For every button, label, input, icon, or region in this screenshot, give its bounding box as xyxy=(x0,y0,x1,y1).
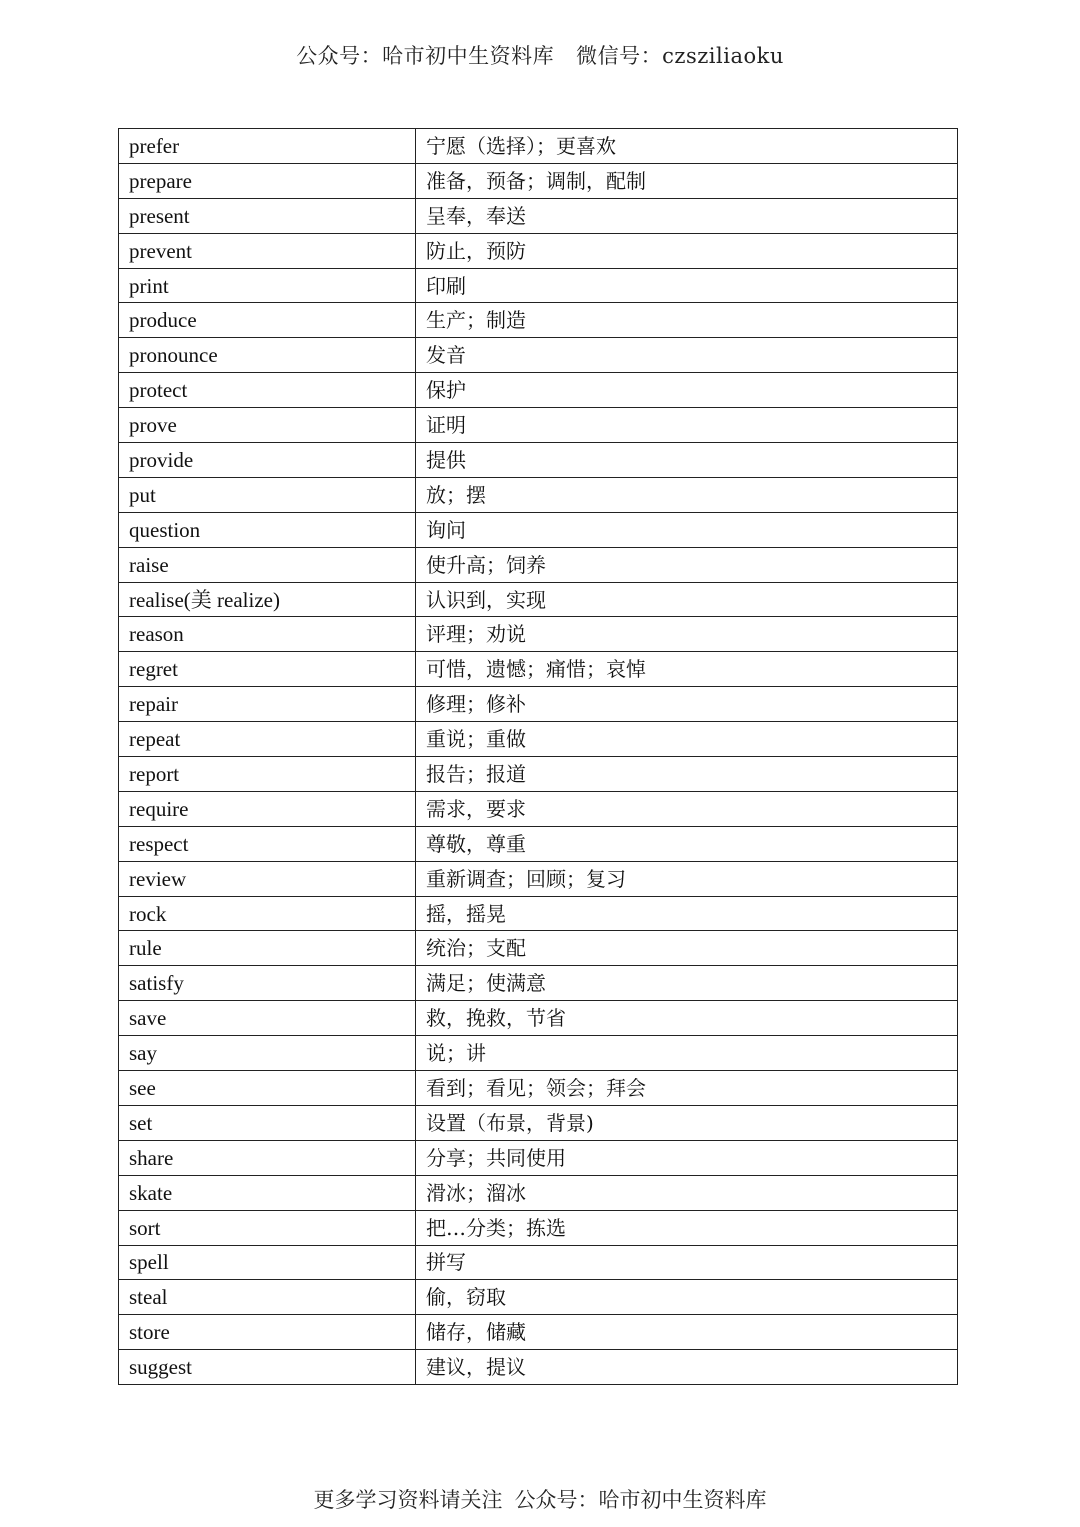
word-cell: prefer xyxy=(119,129,416,164)
table-row xyxy=(119,1315,958,1350)
table-row xyxy=(119,1350,958,1385)
meaning-cell: 说；讲 xyxy=(416,1036,958,1071)
table-row xyxy=(119,826,958,861)
meaning-cell: 把…分类；拣选 xyxy=(416,1210,958,1245)
word-cell: spell xyxy=(119,1245,416,1280)
meaning-cell: 证明 xyxy=(416,408,958,443)
meaning-cell: 修理；修补 xyxy=(416,687,958,722)
word-cell: pronounce xyxy=(119,338,416,373)
page-footer xyxy=(0,1484,1080,1514)
meaning-cell: 保护 xyxy=(416,373,958,408)
meaning-cell: 印刷 xyxy=(416,268,958,303)
meaning-cell: 满足；使满意 xyxy=(416,966,958,1001)
table-row xyxy=(119,966,958,1001)
table-row xyxy=(119,1036,958,1071)
table-row xyxy=(119,268,958,303)
meaning-cell: 防止，预防 xyxy=(416,233,958,268)
word-cell: question xyxy=(119,512,416,547)
word-cell: steal xyxy=(119,1280,416,1315)
word-cell: repair xyxy=(119,687,416,722)
meaning-cell: 偷，窃取 xyxy=(416,1280,958,1315)
meaning-cell: 报告；报道 xyxy=(416,757,958,792)
meaning-cell: 看到；看见；领会；拜会 xyxy=(416,1071,958,1106)
meaning-cell: 重说；重做 xyxy=(416,722,958,757)
meaning-cell: 储存，储藏 xyxy=(416,1315,958,1350)
table-row xyxy=(119,757,958,792)
table-row xyxy=(119,512,958,547)
table-row xyxy=(119,791,958,826)
meaning-cell: 使升高；饲养 xyxy=(416,547,958,582)
table-row xyxy=(119,443,958,478)
word-cell: report xyxy=(119,757,416,792)
table-row xyxy=(119,408,958,443)
meaning-cell: 建议，提议 xyxy=(416,1350,958,1385)
word-cell: reason xyxy=(119,617,416,652)
word-cell: present xyxy=(119,198,416,233)
table-row xyxy=(119,198,958,233)
word-cell: raise xyxy=(119,547,416,582)
word-cell: prove xyxy=(119,408,416,443)
table-row xyxy=(119,303,958,338)
table-row xyxy=(119,233,958,268)
table-row xyxy=(119,1245,958,1280)
meaning-cell: 统治；支配 xyxy=(416,931,958,966)
table-row xyxy=(119,652,958,687)
meaning-cell: 评理；劝说 xyxy=(416,617,958,652)
table-row xyxy=(119,373,958,408)
word-cell: respect xyxy=(119,826,416,861)
table-row xyxy=(119,547,958,582)
table-row xyxy=(119,896,958,931)
meaning-cell: 询问 xyxy=(416,512,958,547)
meaning-cell: 需求，要求 xyxy=(416,791,958,826)
meaning-cell: 分享；共同使用 xyxy=(416,1140,958,1175)
word-cell: require xyxy=(119,791,416,826)
vocabulary-table-body xyxy=(119,129,958,1385)
word-cell: skate xyxy=(119,1175,416,1210)
word-cell: put xyxy=(119,477,416,512)
word-cell: produce xyxy=(119,303,416,338)
table-row xyxy=(119,617,958,652)
word-cell: realise(美 realize) xyxy=(119,582,416,617)
footer-prompt: 更多学习资料请关注 xyxy=(313,1488,503,1512)
table-row xyxy=(119,1175,958,1210)
table-row xyxy=(119,1140,958,1175)
meaning-cell: 呈奉，奉送 xyxy=(416,198,958,233)
meaning-cell: 尊敬，尊重 xyxy=(416,826,958,861)
word-cell: say xyxy=(119,1036,416,1071)
table-row xyxy=(119,338,958,373)
meaning-cell: 滑冰；溜冰 xyxy=(416,1175,958,1210)
word-cell: store xyxy=(119,1315,416,1350)
word-cell: share xyxy=(119,1140,416,1175)
word-cell: see xyxy=(119,1071,416,1106)
footer-account-label: 公众号：哈市初中生资料库 xyxy=(514,1488,767,1512)
page-header xyxy=(0,40,1080,70)
word-cell: sort xyxy=(119,1210,416,1245)
table-row xyxy=(119,163,958,198)
table-row xyxy=(119,931,958,966)
word-cell: satisfy xyxy=(119,966,416,1001)
word-cell: provide xyxy=(119,443,416,478)
word-cell: save xyxy=(119,1001,416,1036)
meaning-cell: 设置（布景，背景) xyxy=(416,1105,958,1140)
word-cell: review xyxy=(119,861,416,896)
vocabulary-table xyxy=(118,128,958,1385)
meaning-cell: 发音 xyxy=(416,338,958,373)
word-cell: print xyxy=(119,268,416,303)
table-row xyxy=(119,861,958,896)
meaning-cell: 摇，摇晃 xyxy=(416,896,958,931)
table-row xyxy=(119,477,958,512)
meaning-cell: 提供 xyxy=(416,443,958,478)
word-cell: protect xyxy=(119,373,416,408)
word-cell: repeat xyxy=(119,722,416,757)
word-cell: rock xyxy=(119,896,416,931)
meaning-cell: 准备，预备；调制，配制 xyxy=(416,163,958,198)
table-row xyxy=(119,1105,958,1140)
table-row xyxy=(119,1210,958,1245)
table-row xyxy=(119,1071,958,1106)
table-row xyxy=(119,129,958,164)
word-cell: prevent xyxy=(119,233,416,268)
header-wechat-label: 微信号：czsziliaoku xyxy=(576,44,784,68)
word-cell: set xyxy=(119,1105,416,1140)
table-row xyxy=(119,1001,958,1036)
table-row xyxy=(119,1280,958,1315)
word-cell: rule xyxy=(119,931,416,966)
meaning-cell: 生产；制造 xyxy=(416,303,958,338)
word-cell: prepare xyxy=(119,163,416,198)
word-cell: regret xyxy=(119,652,416,687)
meaning-cell: 拼写 xyxy=(416,1245,958,1280)
meaning-cell: 认识到，实现 xyxy=(416,582,958,617)
table-row xyxy=(119,582,958,617)
meaning-cell: 宁愿（选择）；更喜欢 xyxy=(416,129,958,164)
word-cell: suggest xyxy=(119,1350,416,1385)
table-row xyxy=(119,722,958,757)
header-account-label: 公众号：哈市初中生资料库 xyxy=(296,44,555,68)
table-row xyxy=(119,687,958,722)
meaning-cell: 可惜，遗憾；痛惜；哀悼 xyxy=(416,652,958,687)
meaning-cell: 重新调查；回顾；复习 xyxy=(416,861,958,896)
meaning-cell: 放；摆 xyxy=(416,477,958,512)
meaning-cell: 救，挽救，节省 xyxy=(416,1001,958,1036)
